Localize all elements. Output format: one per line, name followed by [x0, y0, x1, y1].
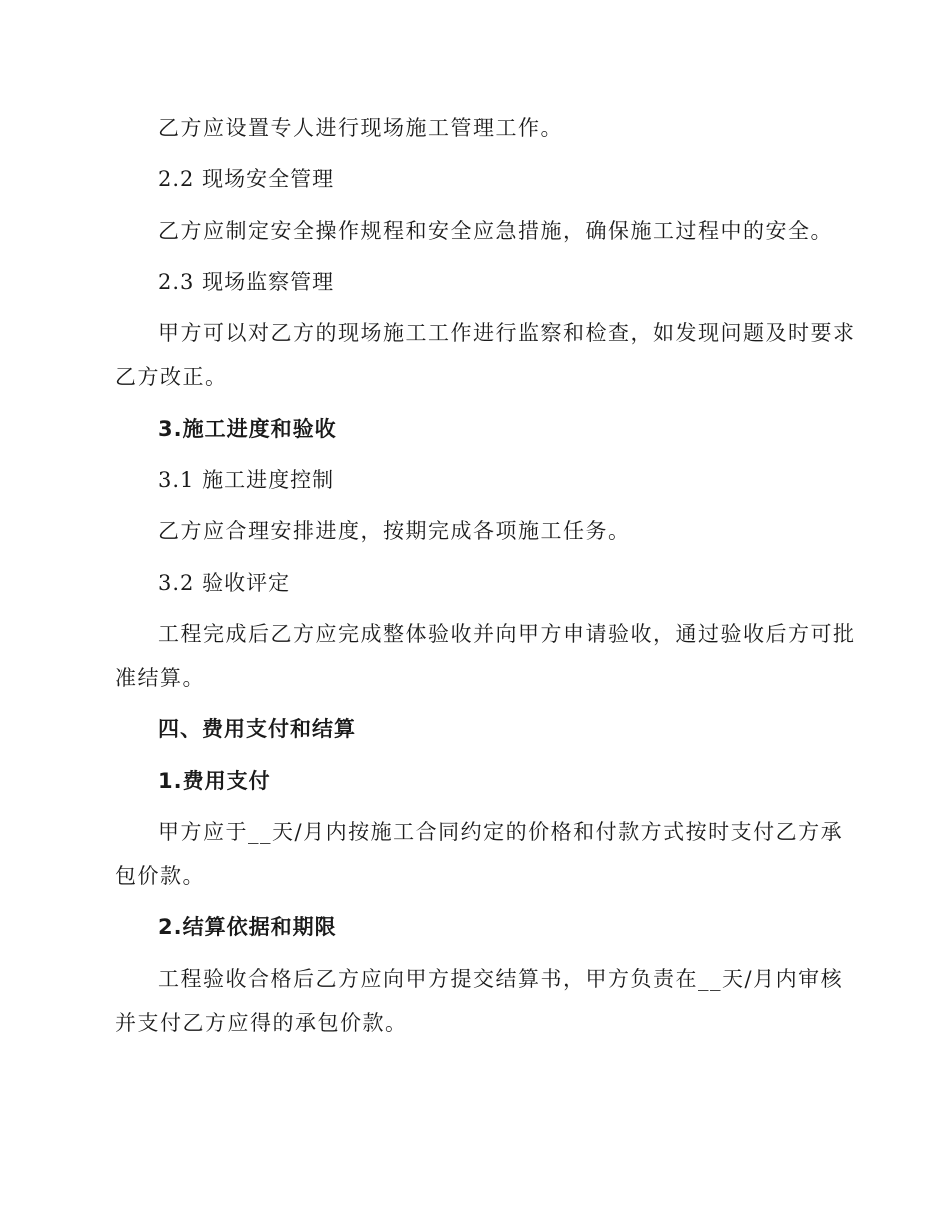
heading-section-4: 四、费用支付和结算 — [158, 717, 356, 741]
subheading-3-2: 3.2 验收评定 — [158, 571, 291, 595]
paragraph-supervision-line-2: 乙方改正。 — [115, 365, 228, 389]
paragraph-acceptance-line-2: 准结算。 — [115, 666, 205, 690]
paragraph-acceptance-line-1: 工程完成后乙方应完成整体验收并向甲方申请验收，通过验收后方可批 — [158, 622, 856, 646]
paragraph-fee-payment-line-1: 甲方应于__天/月内按施工合同约定的价格和付款方式按时支付乙方承 — [158, 820, 844, 844]
heading-2-settlement: 2.结算依据和期限 — [158, 915, 337, 939]
paragraph-fee-payment-line-2: 包价款。 — [115, 864, 205, 888]
subheading-2-3: 2.3 现场监察管理 — [158, 270, 335, 294]
paragraph-settlement-line-2: 并支付乙方应得的承包价款。 — [115, 1011, 408, 1035]
paragraph-progress-control: 乙方应合理安排进度，按期完成各项施工任务。 — [158, 519, 631, 543]
paragraph-supervision-line-1: 甲方可以对乙方的现场施工工作进行监察和检查，如发现问题及时要求 — [158, 321, 856, 345]
subheading-2-2: 2.2 现场安全管理 — [158, 167, 335, 191]
heading-1-fee-payment: 1.费用支付 — [158, 769, 271, 793]
paragraph-site-management-staff: 乙方应设置专人进行现场施工管理工作。 — [158, 116, 563, 140]
heading-3-progress-acceptance: 3.施工进度和验收 — [158, 417, 337, 441]
subheading-3-1: 3.1 施工进度控制 — [158, 468, 335, 492]
paragraph-safety-management: 乙方应制定安全操作规程和安全应急措施，确保施工过程中的安全。 — [158, 219, 833, 243]
paragraph-settlement-line-1: 工程验收合格后乙方应向甲方提交结算书，甲方负责在__天/月内审核 — [158, 967, 844, 991]
